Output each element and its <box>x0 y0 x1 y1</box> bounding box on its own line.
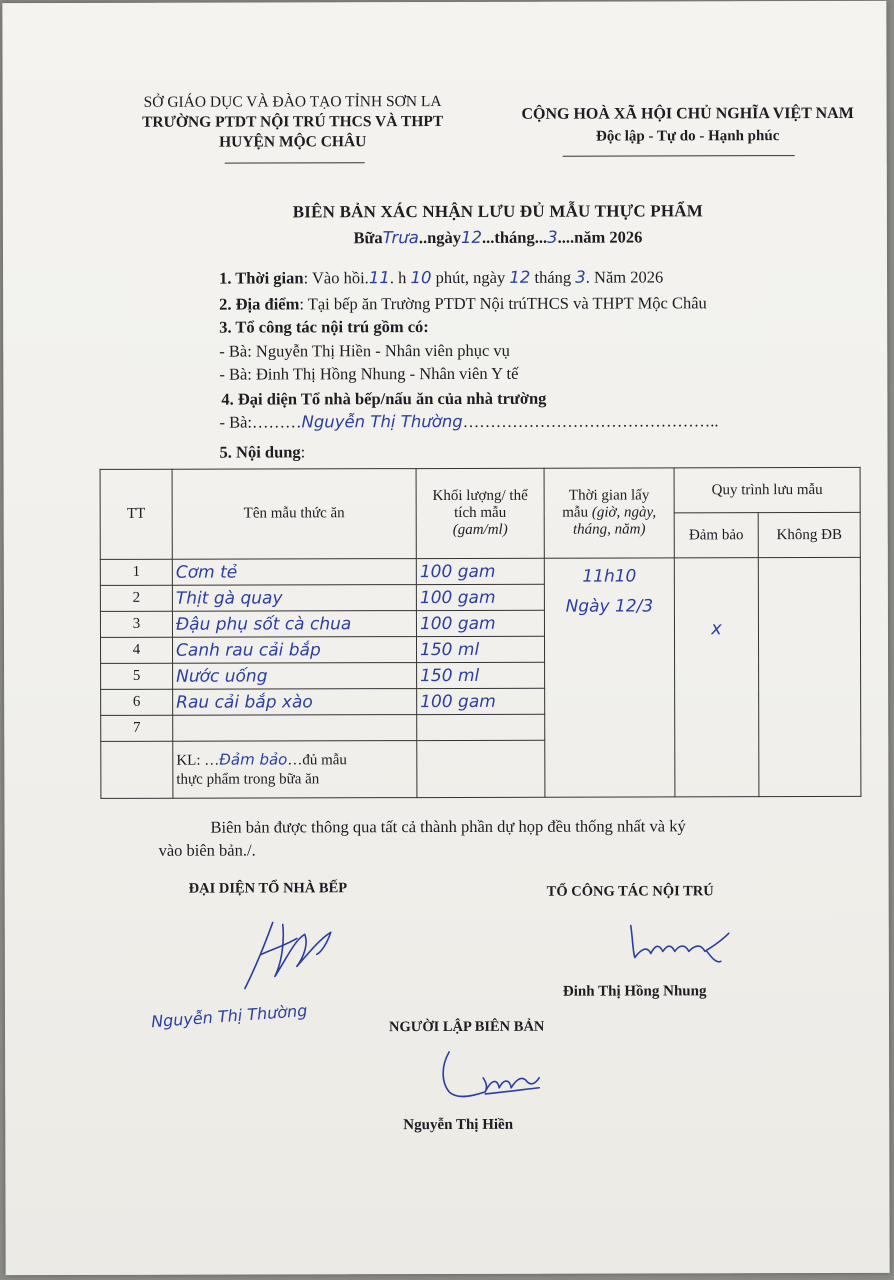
month-value: 3 <box>547 227 558 247</box>
sample-time-date: Ngày 12/3 <box>565 596 654 618</box>
row-food: Thịt gà quay <box>172 585 416 612</box>
row-food <box>173 715 417 742</box>
agency-header <box>93 92 493 153</box>
year-label: ....năm 2026 <box>557 227 643 247</box>
conclusion-suffix: …đủ mẫu <box>287 751 347 769</box>
ok-cell <box>674 558 759 797</box>
hour-value: 11 <box>368 268 390 288</box>
header-time-line2b: (giờ, ngày, <box>591 504 657 521</box>
row-food: Cơm tẻ <box>172 559 416 586</box>
not-ok-cell <box>758 558 861 797</box>
agency-line-1: SỞ GIÁO DỤC VÀ ĐÀO TẠO TỈNH SƠN LA <box>143 93 442 111</box>
item-time-text: : Vào hồi. <box>303 268 369 288</box>
kitchen-rep-name: Nguyễn Thị Thường <box>301 411 463 432</box>
row-quantity: 150 ml <box>417 663 545 689</box>
hour-unit: . h <box>389 268 411 288</box>
meal-line <box>203 227 793 249</box>
header-time-line1: Thời gian lấy <box>568 487 650 504</box>
header-time-line3: tháng, năm) <box>572 521 646 538</box>
header-not-ok: Không ĐB <box>758 513 860 558</box>
committee-sign-label: TỔ CÔNG TÁC NỘI TRÚ <box>546 883 714 900</box>
document-title: BIÊN BẢN XÁC NHẬN LƯU ĐỦ MẪU THỰC PHẨM <box>292 201 704 222</box>
committee-member-2: - Bà: Đinh Thị Hồng Nhung - Nhân viên Y tế <box>219 363 519 384</box>
item-content <box>219 442 305 462</box>
agency-line-2: TRƯỜNG PTDT NỘI TRÚ THCS VÀ THPT <box>142 113 444 131</box>
row-quantity <box>417 715 545 741</box>
header-time-line2: mẫu <box>562 504 589 521</box>
committee-member-1: - Bà: Nguyễn Thị Hiền - Nhân viên phục vụ <box>219 340 510 361</box>
preparer-sign-label: NGƯỜI LẬP BIÊN BẢN <box>388 1018 545 1036</box>
item-time-label: 1. Thời gian <box>219 268 304 288</box>
item-committee <box>219 317 429 338</box>
meal-label: Bữa <box>353 228 383 248</box>
committee-sign-name: Đinh Thị Hồng Nhung <box>562 983 707 1000</box>
header-food-name: Tên mẫu thức ăn <box>172 469 416 560</box>
minute-unit: phút, ngày <box>431 267 510 288</box>
closing-line-2: vào biên bản./. <box>158 840 256 860</box>
preparer-signature <box>435 1048 545 1104</box>
month-text: tháng <box>530 267 576 287</box>
item-kitchen-rep <box>221 389 546 410</box>
kitchen-rep-handwritten-name: Nguyễn Thị Thường <box>150 1000 308 1032</box>
row-food: Nước uống <box>173 663 417 690</box>
year-text: . Năm 2026 <box>585 267 664 287</box>
header-storage-process: Quy trình lưu mẫu <box>674 467 860 513</box>
meal-value: Trưa <box>382 228 419 248</box>
conclusion-cell <box>173 741 417 798</box>
header-quantity <box>416 468 544 559</box>
day-label: ..ngày <box>418 227 462 248</box>
agency-underline <box>225 162 365 163</box>
item-time <box>219 267 663 288</box>
row-tt: 3 <box>100 612 172 638</box>
national-motto: Độc lập - Tự do - Hạnh phúc <box>595 128 780 145</box>
row-quantity: 100 gam <box>417 689 545 715</box>
row-tt: 2 <box>100 586 172 612</box>
row-tt: 5 <box>101 664 173 690</box>
conclusion-line2: thực phẩm trong bữa ăn <box>176 771 320 788</box>
kitchen-rep-prefix: - Bà:……… <box>219 412 302 432</box>
header-tt: TT <box>100 469 172 560</box>
sample-time-cell <box>544 558 675 797</box>
national-title: CỘNG HOÀ XÃ HỘI CHỦ NGHĨA VIỆT NAM <box>521 104 854 123</box>
kitchen-rep-signature <box>235 914 345 994</box>
sample-time-hour: 11h10 <box>582 566 637 588</box>
item-committee-label: 3. Tổ công tác nội trú gồm có: <box>219 317 429 337</box>
committee-signature <box>625 919 745 969</box>
document-page <box>2 1 889 1275</box>
time-day-value: 12 <box>509 267 531 287</box>
conclusion-value: Đảm bảo <box>219 750 288 769</box>
row-quantity: 100 gam <box>416 585 544 611</box>
item-kitchen-rep-label: 4. Đại diện Tổ nhà bếp/nấu ăn của nhà trường <box>221 388 547 409</box>
kitchen-rep-dots: ……………………………………….. <box>462 411 719 431</box>
row-quantity: 100 gam <box>416 559 544 585</box>
header-sample-time <box>544 468 674 559</box>
row-tt: 6 <box>101 690 173 716</box>
sample-table <box>100 467 862 799</box>
row-tt: 7 <box>101 716 173 742</box>
preparer-sign-name: Nguyễn Thị Hiền <box>403 1116 514 1134</box>
header-ok: Đảm bảo <box>674 513 758 558</box>
closing-line-1: Biên bản được thông qua tất cả thành phần dự họp đều thống nhất và ký <box>210 816 686 837</box>
header-quantity-line1: Khối lượng/ thể <box>432 488 528 505</box>
header-quantity-line2: tích mẫu <box>454 505 507 522</box>
row-food: Rau cải bắp xào <box>173 689 417 716</box>
item-location <box>219 293 707 314</box>
row-quantity: 100 gam <box>416 611 544 637</box>
item-content-colon: : <box>300 442 306 462</box>
motto-underline <box>563 155 795 157</box>
row-food: Canh rau cải bắp <box>172 637 416 664</box>
conclusion-tt <box>101 742 173 799</box>
row-tt: 4 <box>100 638 172 664</box>
conclusion-prefix: KL: … <box>176 752 220 769</box>
day-value: 12 <box>460 227 483 247</box>
conclusion-quantity <box>417 741 545 798</box>
header-quantity-unit: (gam/ml) <box>452 522 508 539</box>
row-quantity: 150 ml <box>416 637 544 663</box>
minute-value: 10 <box>410 268 432 288</box>
ok-mark: x <box>711 618 722 640</box>
time-month-value: 3 <box>575 267 586 287</box>
item-location-text: : Tại bếp ăn Trường PTDT Nội trúTHCS và THPT Mộc Châu <box>299 293 707 314</box>
month-label: ...tháng... <box>481 227 548 247</box>
item-content-label: 5. Nội dung <box>219 442 301 462</box>
row-food: Đậu phụ sốt cà chua <box>172 611 416 638</box>
kitchen-rep-line <box>219 411 718 432</box>
item-location-label: 2. Địa điểm <box>219 294 300 314</box>
national-header <box>503 103 873 148</box>
row-tt: 1 <box>100 560 172 586</box>
kitchen-rep-sign-label: ĐẠI DIỆN TỔ NHÀ BẾP <box>188 880 348 897</box>
agency-line-3: HUYỆN MỘC CHÂU <box>219 133 367 151</box>
